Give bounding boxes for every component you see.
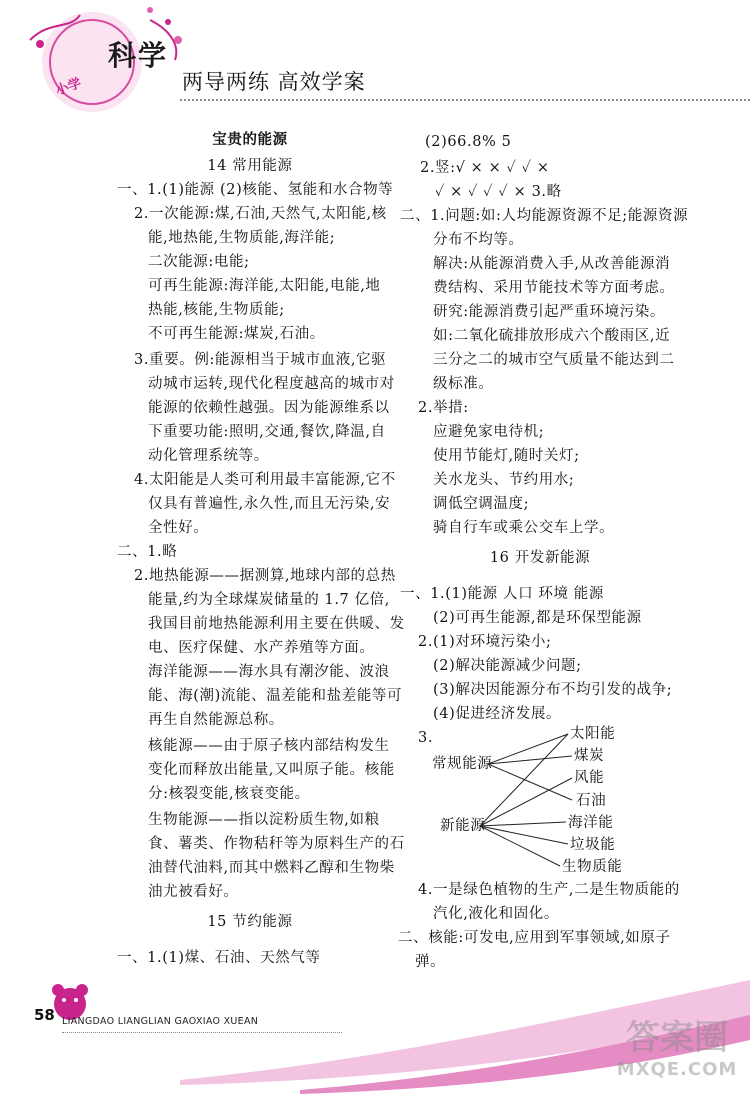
- lesson16-title: 16 开发新能源: [489, 550, 591, 566]
- right-line: 2.举措:: [418, 400, 469, 416]
- left-line: 全性好。: [148, 520, 209, 536]
- right-line: 2.竖:√ × × ✓ ✓ ×: [420, 160, 550, 176]
- left-line: 2.一次能源:煤,石油,天然气,太阳能,核: [134, 206, 387, 222]
- left-line: 不可再生能源:煤炭,石油。: [148, 326, 325, 342]
- match-line: [480, 822, 566, 826]
- right-line: (3)解决因能源分布不均引发的战争;: [433, 682, 673, 698]
- left-line: 能,地热能,生物质能,海洋能;: [148, 230, 336, 246]
- left-line: 油尤被看好。: [148, 884, 239, 900]
- right-line: 级标准。: [433, 376, 494, 392]
- match-line: [480, 826, 560, 866]
- match-right-item: 垃圾能: [570, 837, 616, 853]
- watermark-url: MXQE.COM: [616, 1059, 738, 1080]
- match-right-item: 海洋能: [568, 815, 614, 831]
- right-line: 汽化,液化和固化。: [433, 906, 560, 922]
- match-right-item: 煤炭: [574, 748, 605, 764]
- left-line: 动化管理系统等。: [148, 448, 269, 464]
- match-line: [480, 778, 572, 826]
- left-line: 生物能源——指以淀粉质生物,如粮: [148, 812, 380, 828]
- right-line: 解决:从能源消费入手,从改善能源消: [433, 256, 671, 272]
- right-line: 费结构、采用节能技术等方面考虑。: [433, 280, 675, 296]
- right-line: 二、核能:可发电,应用到军事领域,如原子: [398, 930, 671, 946]
- right-line: 应避免家电待机;: [433, 424, 545, 440]
- match-right-item: 石油: [576, 793, 607, 809]
- left-line: 能源的依赖性越强。因为能源维系以: [148, 400, 390, 416]
- match-right-item: 生物质能: [562, 859, 623, 875]
- left-line: 2.地热能源——据测算,地球内部的总热: [134, 568, 396, 584]
- right-line: 3.: [418, 730, 434, 746]
- left-line: 分:核裂变能,核衰变能。: [148, 786, 310, 802]
- match-line: [488, 734, 568, 764]
- left-line: 下重要功能:照明,交通,餐饮,降温,自: [148, 424, 386, 440]
- right-line: ✓ × ✓ ✓ ✓ × 3.略: [435, 184, 562, 200]
- right-line: (4)促进经济发展。: [433, 706, 562, 722]
- left-line: 一、1.(1)煤、石油、天然气等: [117, 950, 321, 966]
- brand-primary: 科学: [108, 39, 169, 72]
- right-line: 4.一是绿色植物的生产,二是生物质能的: [418, 882, 680, 898]
- right-line: 骑自行车或乘公交车上学。: [433, 520, 615, 536]
- right-line: 二、1.问题:如:人均能源资源不足;能源资源: [400, 208, 689, 224]
- match-right-item: 风能: [574, 770, 605, 786]
- right-line: 使用节能灯,随时关灯;: [433, 448, 580, 464]
- match-line: [488, 756, 572, 764]
- left-line: 电、医疗保健、水产养殖等方面。: [148, 640, 375, 656]
- right-line: 三分之二的城市空气质量不能达到二: [433, 352, 675, 368]
- brand-secondary: 小学: [53, 75, 84, 99]
- left-line: 变化而释放出能量,又叫原子能。核能: [148, 762, 395, 778]
- left-line: 我国目前地热能源利用主要在供暖、发: [148, 616, 405, 632]
- section-title: 宝贵的能源: [212, 131, 288, 148]
- right-line: (2)解决能源减少问题;: [433, 658, 582, 674]
- right-line: 分布不均等。: [433, 232, 524, 248]
- left-line: 再生自然能源总称。: [148, 712, 284, 728]
- match-line: [480, 826, 568, 844]
- right-line: 关水龙头、节约用水;: [433, 472, 575, 488]
- left-line: 海洋能源——海水具有潮汐能、波浪: [148, 664, 390, 680]
- left-line: 核能源——由于原子核内部结构发生: [148, 738, 390, 754]
- right-line: 调低空调温度;: [433, 496, 530, 512]
- match-line: [488, 764, 572, 800]
- header-title: 两导两练 高效学案: [182, 70, 366, 94]
- right-line: (2)可再生能源,都是环保型能源: [433, 610, 642, 626]
- footer-pinyin: LIANGDAO LIANGLIAN GAOXIAO XUEAN: [62, 1016, 259, 1027]
- watermark: [612, 1010, 742, 1080]
- match-line: [480, 734, 568, 826]
- left-line: 能、海(潮)流能、温差能和盐差能等可: [148, 688, 403, 704]
- left-line: 能量,约为全球煤炭储量的 1.7 亿倍,: [148, 592, 390, 608]
- watermark-text: 答案圈: [626, 1018, 728, 1058]
- right-line: 如:二氧化硫排放形成六个酸雨区,近: [433, 328, 671, 344]
- match-left-new: 新能源: [440, 818, 486, 834]
- left-line: 油替代油料,而其中燃料乙醇和生物柴: [148, 860, 395, 876]
- match-right-item: 太阳能: [570, 726, 616, 742]
- left-line: 一、1.(1)能源 (2)核能、氢能和水合物等: [117, 182, 394, 198]
- left-line: 可再生能源:海洋能,太阳能,电能,地: [148, 278, 381, 294]
- left-line: 食、薯类、作物秸秆等为原料生产的石: [148, 836, 405, 852]
- left-line: 热能,核能,生物质能;: [148, 302, 285, 318]
- right-line: (2)66.8% 5: [425, 134, 512, 150]
- left-line: 二、1.略: [117, 544, 178, 560]
- right-line: 一、1.(1)能源 人口 环境 能源: [400, 586, 605, 602]
- left-line: 仅具有普遍性,永久性,而且无污染,安: [148, 496, 391, 512]
- right-line: 研究:能源消费引起严重环境污染。: [433, 304, 665, 320]
- lesson14-title: 14 常用能源: [207, 158, 293, 174]
- page-number: 58: [34, 1006, 55, 1024]
- left-line: 3.重要。例:能源相当于城市血液,它驱: [134, 352, 387, 368]
- left-line: 动城市运转,现代化程度越高的城市对: [148, 376, 395, 392]
- match-left-conventional: 常规能源: [432, 756, 493, 772]
- lesson15-title: 15 节约能源: [207, 914, 293, 930]
- footer-rule: [62, 1032, 342, 1033]
- right-line: 弹。: [415, 954, 446, 970]
- right-line: 2.(1)对环境污染小;: [418, 634, 552, 650]
- left-line: 二次能源:电能;: [148, 254, 250, 270]
- left-line: 4.太阳能是人类可利用最丰富能源,它不: [134, 472, 396, 488]
